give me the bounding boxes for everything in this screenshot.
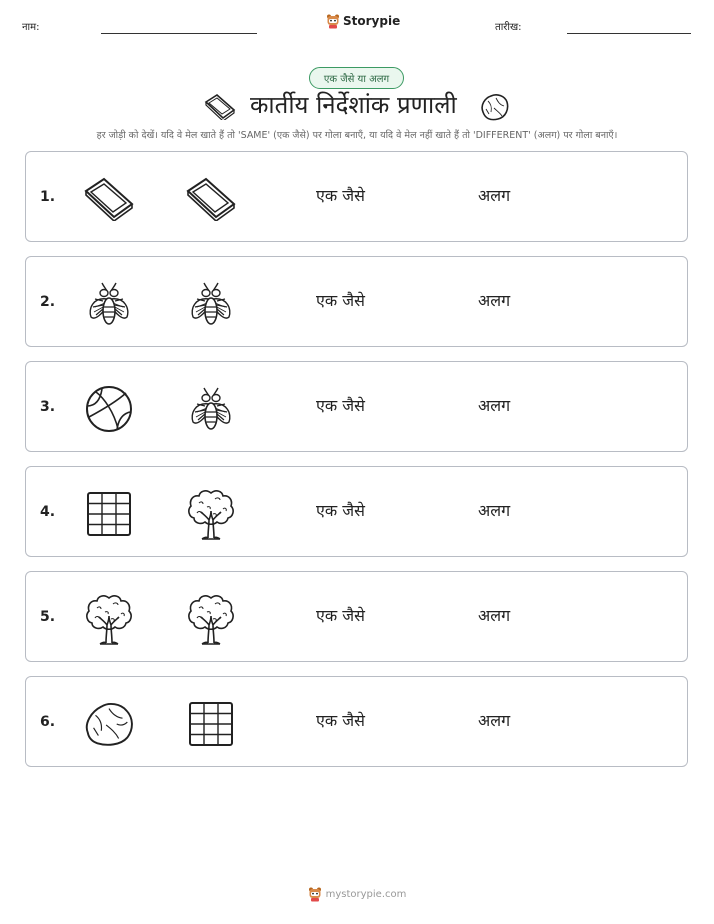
same-option[interactable]: एक जैसे [316, 711, 365, 730]
pair-row [25, 256, 688, 347]
tree-icon [82, 594, 136, 644]
pair-row [25, 571, 688, 662]
brand-name: Storypie [343, 14, 401, 28]
tree-icon [184, 489, 238, 539]
fly-icon [184, 279, 238, 329]
worksheet-header [0, 0, 714, 50]
date-label: तारीख: [495, 22, 522, 33]
page-footer [0, 886, 714, 902]
row-number: 2. [40, 294, 56, 310]
row-number: 4. [40, 504, 56, 520]
fly-icon [184, 384, 238, 434]
same-option[interactable]: एक जैसे [316, 396, 365, 415]
grid-icon [82, 489, 136, 539]
different-option[interactable]: अलग [478, 186, 511, 205]
different-option[interactable]: अलग [478, 396, 511, 415]
row-number: 3. [40, 399, 56, 415]
coordinate-plane-icon [203, 94, 237, 124]
same-option[interactable]: एक जैसे [316, 606, 365, 625]
different-option[interactable]: अलग [478, 291, 511, 310]
storypie-mascot-icon [326, 13, 340, 29]
title-row [0, 88, 714, 126]
different-option[interactable]: अलग [478, 606, 511, 625]
same-option[interactable]: एक जैसे [316, 291, 365, 310]
row-number: 6. [40, 714, 56, 730]
name-label: नाम: [22, 22, 40, 33]
grid-icon [184, 699, 238, 749]
instructions-text: हर जोड़ी को देखें। यदि वे मेल खाते हैं तो 'SAME' (एक जैसे) पर गोला बनाएँ, या यदि वे मेल नहीं खाते हैं तो 'DIFFERENT' (अलग) पर गोला बनाएँ। [96, 130, 618, 141]
pair-row [25, 151, 688, 242]
row-number: 1. [40, 189, 56, 205]
coordinate-plane-icon [82, 174, 136, 224]
pair-row [25, 466, 688, 557]
same-option[interactable]: एक जैसे [316, 501, 365, 520]
brand-logo [326, 13, 400, 29]
pair-row [25, 361, 688, 452]
name-field-line[interactable] [101, 33, 257, 34]
row-number: 5. [40, 609, 56, 625]
rock-icon [478, 92, 510, 126]
tree-icon [184, 594, 238, 644]
footer-url: mystorypie.com [325, 888, 407, 900]
different-option[interactable]: अलग [478, 501, 511, 520]
date-field-line[interactable] [567, 33, 691, 34]
different-option[interactable]: अलग [478, 711, 511, 730]
page-title: कार्तीय निर्देशांक प्रणाली [250, 91, 457, 119]
basketball-icon [82, 384, 136, 434]
rock-icon [82, 699, 136, 749]
storypie-mascot-icon [308, 886, 322, 902]
fly-icon [82, 279, 136, 329]
category-badge: एक जैसे या अलग [309, 67, 404, 89]
pair-row [25, 676, 688, 767]
same-option[interactable]: एक जैसे [316, 186, 365, 205]
coordinate-plane-icon [184, 174, 238, 224]
